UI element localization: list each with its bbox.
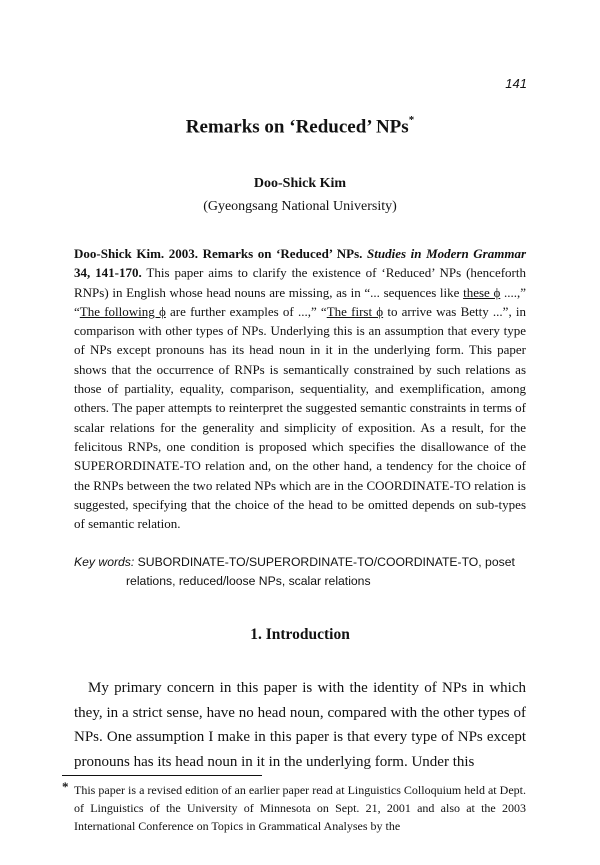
title-text: Remarks on ‘Reduced’ NPs (185, 116, 409, 138)
abstract-text-c: are further examples of ...,” “ (165, 303, 327, 319)
journal-name: Studies in Modern Grammar (367, 246, 527, 261)
author-affiliation: (Gyeongsang National University) (203, 199, 397, 214)
title-footnote-mark: * (408, 114, 415, 126)
footnote-mark: * (62, 779, 69, 794)
abstract-text-a: This paper aims to clarify the existence of ‘Reduced’ NPs (henceforth RNPs) in English whose head nouns are missing, as in “... sequences like (74, 265, 526, 300)
paper-title (0, 116, 600, 138)
example-these: these ϕ (463, 284, 501, 300)
abstract-citation: Doo-Shick Kim. 2003. Remarks on ‘Reduced’ NPs. (74, 246, 363, 261)
keywords (74, 553, 526, 591)
keywords-line-1 (74, 553, 526, 572)
introduction-text: My primary concern in this paper is with the identity of NPs in which they, in a strict sense, have no head noun, compared with the other types of NPs. One assumption I make in this paper is that every type of NPs except pronouns has its head noun in it in the underlying form. Under this (74, 680, 526, 770)
section-heading: 1. Introduction (250, 626, 350, 643)
keywords-text-2: relations, reduced/loose NPs, scalar relations (126, 574, 371, 588)
footnote-text: This paper is a revised edition of an earlier paper read at Linguistics Colloquium held at Dept. of Linguistics of the University of Minnesota on Sept. 21, 2001 and also at the 2003 International Conference on Topics in Grammatical Analyses by the (74, 783, 526, 833)
example-following: The following ϕ (79, 303, 166, 319)
footnote-divider (62, 775, 262, 776)
keywords-text-1: SUBORDINATE-TO/SUPERORDINATE-TO/COORDINATE-TO, poset (134, 555, 515, 569)
abstract (74, 244, 526, 533)
journal-volume: 34, 141-170. (74, 265, 142, 281)
page-number: 141 (505, 76, 527, 91)
example-first: The first ϕ (326, 303, 384, 319)
introduction-paragraph (74, 676, 526, 774)
keywords-label: Key words: (74, 555, 135, 569)
abstract-text-d: to arrive was Betty ...”, in comparison with other types of NPs. Underlying this is an assumption that every type of NPs except pronouns has its head noun in it in the underlying form. This paper shows that the occurrence of RNPs is semantically constrained by such relations as those of partiality, equality, comparison, sequentiality, and exemplification, among others. The paper attempts to reinterpret the suggested semantic constraints in terms of scalar relations for the generality and simplicity of exposition. As a result, for the felicitous RNPs, one condition is proposed which specifies the disallowance of the SUPERORDINATE-TO relation and, on the other hand, a tendency for the choice of the RNPs between the two related NPs which are in the COORDINATE-TO relation is suggested, specifying that the choice of the head to be omitted depends on sub-types of semantic relation. (74, 303, 527, 532)
abstract-text-b: ....,” “ (74, 284, 526, 319)
footnote (62, 779, 526, 835)
author-name: Doo-Shick Kim (253, 176, 347, 191)
